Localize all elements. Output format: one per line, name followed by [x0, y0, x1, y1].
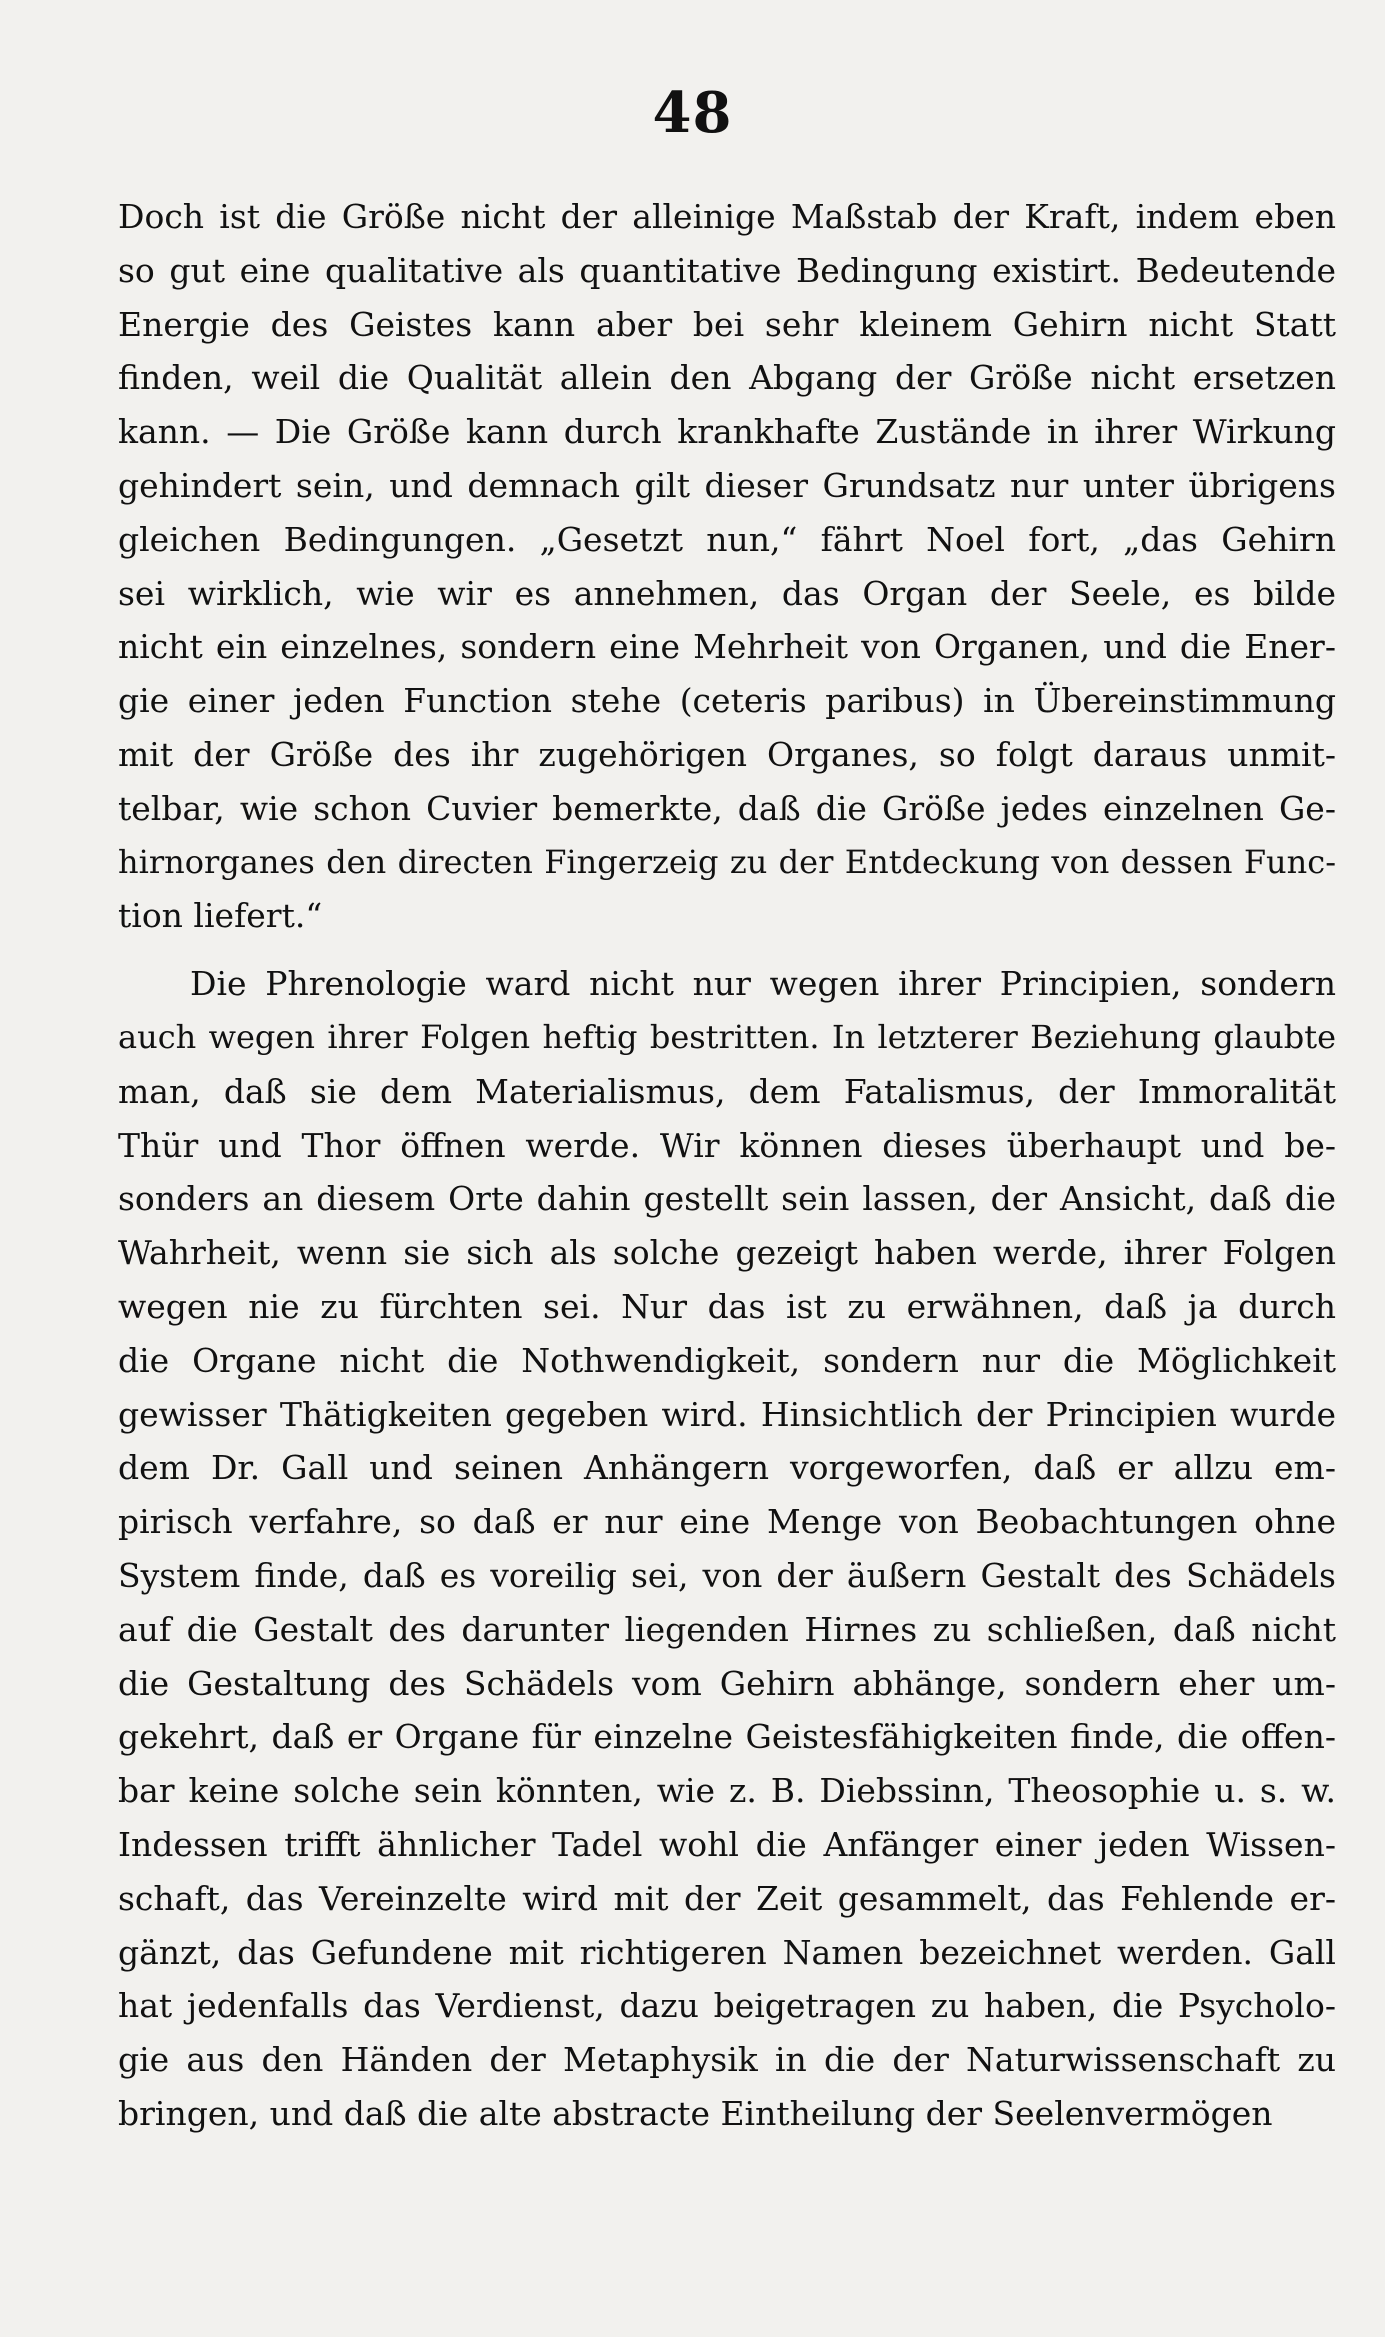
text-line: die Gestaltung des Schädels vom Gehirn abhänge, sondern eher um- — [118, 1663, 1336, 1703]
text-line: kann. — Die Größe kann durch krankhafte Zustände in ihrer Wirkung — [118, 412, 1336, 452]
text-line: mit der Größe des ihr zugehörigen Organes, so folgt daraus unmit- — [118, 734, 1336, 774]
page-number: 48 — [652, 80, 733, 146]
text-line: auch wegen ihrer Folgen heftig bestritten. In letzterer Beziehung glaubte — [118, 1017, 1336, 1056]
text-line: gie einer jeden Function stehe (ceteris paribus) in Übereinstimmung — [118, 681, 1336, 721]
text-line: Thür und Thor öffnen werde. Wir können dieses überhaupt und be- — [118, 1125, 1336, 1165]
text-line: wegen nie zu fürchten sei. Nur das ist zu erwähnen, daß ja durch — [118, 1286, 1336, 1326]
text-line: so gut eine qualitative als quantitative Bedingung existirt. Bedeutende — [118, 250, 1336, 290]
text-line: hirnorganes den directen Fingerzeig zu der Entdeckung von dessen Func- — [118, 842, 1336, 881]
text-line: sonders an diesem Orte dahin gestellt sein lassen, der Ansicht, daß die — [118, 1179, 1336, 1219]
text-line: gleichen Bedingungen. „Gesetzt nun,“ fährt Noel fort, „das Gehirn — [118, 519, 1336, 559]
text-line: nicht ein einzelnes, sondern eine Mehrheit von Organen, und die Ener- — [118, 627, 1336, 667]
text-line: gänzt, das Gefundene mit richtigeren Namen bezeichnet werden. Gall — [118, 1932, 1336, 1972]
text-line: bringen, und daß die alte abstracte Eintheilung der Seelenvermögen — [118, 2093, 1273, 2133]
text-line: telbar, wie schon Cuvier bemerkte, daß die Größe jedes einzelnen Ge- — [118, 788, 1336, 828]
text-line: sei wirklich, wie wir es annehmen, das Organ der Seele, es bilde — [118, 573, 1336, 613]
text-line: Doch ist die Größe nicht der alleinige Maßstab der Kraft, indem eben — [118, 197, 1336, 236]
text-line: System finde, daß es voreilig sei, von der äußern Gestalt des Schädels — [118, 1555, 1336, 1595]
text-line: Die Phrenologie ward nicht nur wegen ihrer Principien, sondern — [190, 964, 1336, 1004]
text-line: pirisch verfahre, so daß er nur eine Menge von Beobachtungen ohne — [118, 1502, 1336, 1542]
paragraph — [118, 190, 1336, 943]
text-line: gie aus den Händen der Metaphysik in die der Naturwissenschaft zu — [118, 2040, 1336, 2080]
paragraph — [118, 957, 1336, 2141]
text-line: gewisser Thätigkeiten gegeben wird. Hinsichtlich der Principien wurde — [118, 1394, 1336, 1434]
text-line: gekehrt, daß er Organe für einzelne Geistesfähigkeiten finde, die offen- — [118, 1717, 1336, 1757]
text-line: hat jedenfalls das Verdienst, dazu beigetragen zu haben, die Psycholo- — [118, 1986, 1336, 2026]
text-line: tion liefert.“ — [118, 896, 323, 936]
body-text — [118, 190, 1336, 2141]
text-line: bar keine solche sein könnten, wie z. B. Diebssinn, Theosophie u. s. w. — [118, 1771, 1336, 1811]
text-line: dem Dr. Gall und seinen Anhängern vorgeworfen, daß er allzu em- — [118, 1448, 1336, 1488]
text-line: auf die Gestalt des darunter liegenden Hirnes zu schließen, daß nicht — [118, 1609, 1336, 1649]
text-line: die Organe nicht die Nothwendigkeit, sondern nur die Möglichkeit — [118, 1340, 1336, 1380]
text-line: Energie des Geistes kann aber bei sehr kleinem Gehirn nicht Statt — [118, 304, 1336, 344]
text-line: Wahrheit, wenn sie sich als solche gezeigt haben werde, ihrer Folgen — [118, 1233, 1336, 1273]
paragraph-gap — [118, 943, 1336, 957]
text-line: schaft, das Vereinzelte wird mit der Zeit gesammelt, das Fehlende er- — [118, 1878, 1336, 1918]
text-line: man, daß sie dem Materialismus, dem Fatalismus, der Immoralität — [118, 1071, 1336, 1111]
text-line: gehindert sein, und demnach gilt dieser Grundsatz nur unter übrigens — [118, 465, 1336, 505]
text-line: finden, weil die Qualität allein den Abgang der Größe nicht ersetzen — [118, 358, 1336, 398]
text-line: Indessen trifft ähnlicher Tadel wohl die Anfänger einer jeden Wissen- — [118, 1824, 1336, 1864]
